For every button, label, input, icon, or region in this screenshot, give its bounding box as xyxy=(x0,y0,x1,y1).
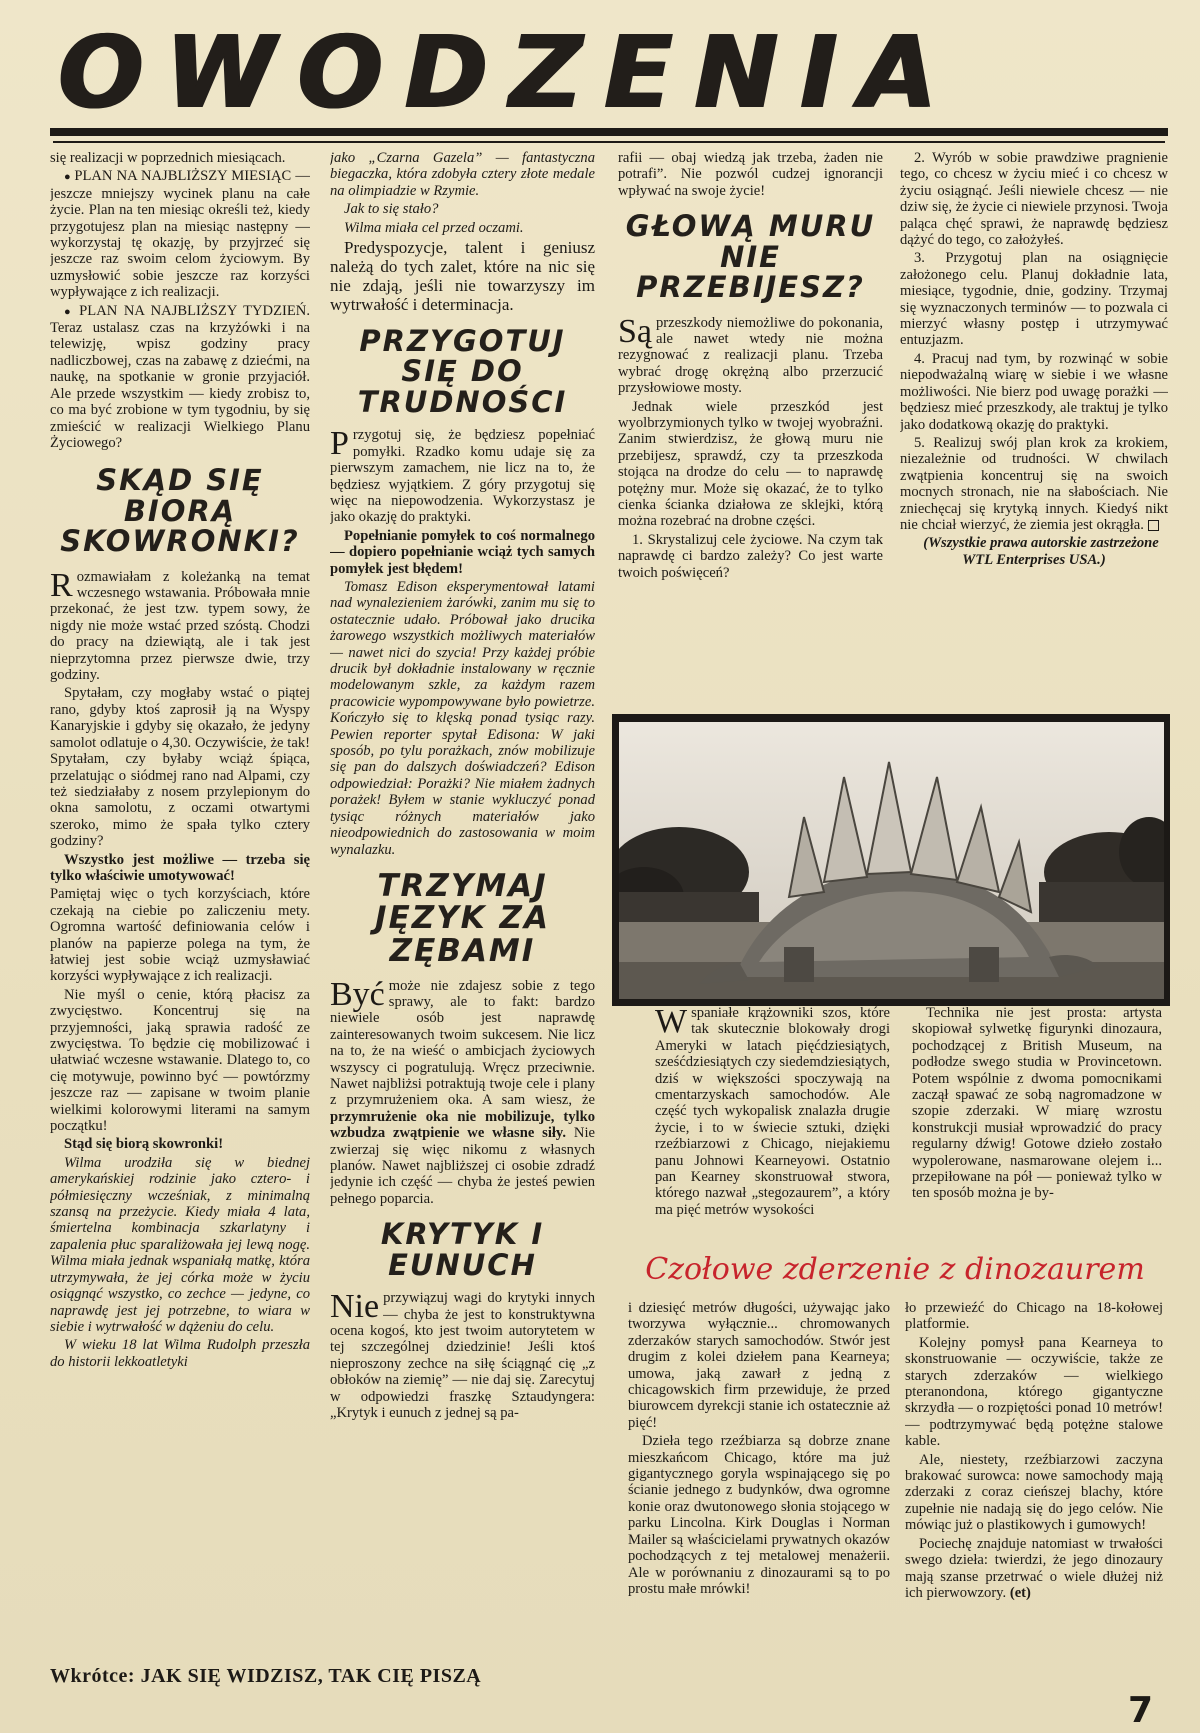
footer-teaser: Wkrótce: JAK SIĘ WIDZISZ, TAK CIĘ PISZĄ xyxy=(50,1665,482,1687)
masthead-title: OWODZENIA xyxy=(58,28,959,118)
article-paragraph xyxy=(905,1536,1163,1602)
drop-cap: Być xyxy=(330,975,385,1013)
drop-cap: P xyxy=(330,425,349,463)
paragraph-text: Pociechę znajduje natomiast w trwałości swego dzieła: twierdzi, że jego dinozaury mają szanse przetrwać o wiele dłużej niż ich pierwowzory. xyxy=(905,1535,1163,1601)
paragraph-text: ozmawiałam z koleżanką na temat wczesnego wstawania. Próbowała mnie przekonać, że jest tzw. typem sowy, że nigdy nie może wstać przed szóstą. Chodzi do pracy na dziewiątą, ale i tak jest nieprzytomna przez pierwsze dwie, trzy godziny. xyxy=(50,568,310,684)
col1-paragraph: Pamiętaj więc o tych korzyściach, które czekają na ciebie po zaliczeniu mety. Ogromna wartość definiowania celów i planów na papierze polega na tym, że łatwiej jest sobie wciąż uzmysławiać korzyści wypływające z ich realizacji. xyxy=(50,886,310,985)
page-number: 7 xyxy=(1128,1690,1154,1731)
column-3 xyxy=(618,150,883,710)
col4-paragraph xyxy=(900,435,1168,533)
paragraph-text: przywiązuj wagi do krytyki innych — chyba że jest to konstruktywna ocena kogoś, kto jest twoim autorytetem w tej szczególnej dziedzinie! Jeśli ktoś nieproszony zechce na siłę ściągnąć cię „z obłoków na ziemię” — nie daj się. Zarecytuj w odpowiedzi fraszkę Sztaudyngera: „Krytyk i eunuch z jednej są pa- xyxy=(330,1290,595,1421)
section-heading: PRZYGOTUJ SIĘ DO TRUDNOŚCI xyxy=(357,324,568,419)
article-paragraph: Dzieła tego rzeźbiarza są dobrze znane mieszkańcom Chicago, które ma już gigantycznego goryla wspinającego się po ścianie jednego z budynków, dwa ogromne konie oraz dwutonowego słonia stojącego w parku Lincolna. Kirk Douglas i Norman Mailer są właścicielami prywatnych okazów pochodzących z tej metalowej menażerii. Ale w porównaniu z dinozaurami są to po prostu małe mrówki! xyxy=(628,1433,890,1597)
drop-cap: Są xyxy=(618,312,652,350)
col4-paragraph: 2. Wyrób w sobie prawdziwe pragnienie tego, co chcesz w życiu mieć i co chcesz w życiu osiągnąć. Jeśli niewiele chcesz — nie dziw się, że życie ci niewiele przynosi. Twoja paląca chęć sprawi, że naprawdę będziesz dążyć do tego, co założyłeś. xyxy=(900,150,1168,249)
section-heading: GŁOWĄ MURU NIE PRZEBIJESZ? xyxy=(625,209,876,305)
col2-italic-paragraph: jako „Czarna Gazela” — fantastyczna biegaczka, która zdobyła cztery złote medale na olimpiadzie w Rzymie. xyxy=(330,150,595,199)
col4-paragraph: 3. Przygotuj plan na osiągnięcie założonego celu. Planuj dokładnie lata, miesiące, tygodnie, dnie, godziny. Trzymaj się wyznaczonych terminów — to pozwala ci mierzyć własny postęp i utrzymywać entuzjazm. xyxy=(900,250,1168,349)
bold-phrase: przymrużenie oka nie mobilizuje, tylko wzbudza zwątpienie we własne siły. xyxy=(330,1108,595,1142)
bottom-article-middle xyxy=(628,1300,890,1660)
article-title: Czołowe zderzenie z dinozaurem xyxy=(645,1252,1145,1287)
paragraph-text: 5. Realizuj swój plan krok za krokiem, niezależnie od trudności. W chwilach zwątpienia koncentruj się na swoich mocnych stronach, nie na słabościach. Nie zniechęcaj się krytyką innych. Kiedyś nikt nie chciał wierzyć, że ziemia jest okrągła. xyxy=(900,434,1168,533)
col1-italic-paragraph: Wilma urodziła się w biednej amerykańskiej rodzinie jako czterо- i półmiesięczny wcześniak, z minimalną szansą na przeżycie. Kiedy miała 4 lata, śmiertelna kombinacja szkarlatyny i zapalenia płuc sparaliżowała jej lewą nogę. Wilma miała jednak wspaniałą matkę, która utrzymywała, że jej córka może w życiu osiągnąć wszystko, co zechce — jedyne, co naprawdę jest jej potrzebne, to wiara w siebie i wytrwałość w dążeniu do celu. xyxy=(50,1154,310,1335)
article-paragraph: i dziesięć metrów długości, używając jako tworzywa wyłącznie... chromowanych zderzaków starych samochodów. Stwór jest drugim z kolei dziełem pana Kearneya; umowa, jaką zawarł z jedną z chicagowskich firm przewiduje, że przed biurowcem dyrekcji stanie ich ostatecznie aż pięć! xyxy=(628,1300,890,1431)
col1-italic-paragraph: W wieku 18 lat Wilma Rudolph przeszła do historii lekkoatletyki xyxy=(50,1337,310,1370)
col1-paragraph: ● PLAN NA NAJBLIŻSZY TYDZIEŃ. Teraz ustalasz czas na krzyżówki i na telewizję, wpisz godziny pracy nadliczbowej, czas na zabawę z dziećmi, na naukę, na spotkanie w gronie przyjaciół. Ale przede wszystkim — kiedy zrobisz to, co ma być zrobione w tym tygodniu, by się zmieścić w realizacji Wielkiego Planu Życiowego? xyxy=(50,303,310,452)
col2-italic-paragraph: Tomasz Edison eksperymentował latami nad wynalezieniem żarówki, zanim mu się to ostatecznie udało. Próbował jako drucika żarowego wszystkich możliwych materiałów — nawet nici do szycia! Przy każdej próbie drucik był dokładnie instalowany w ręcznie modelowanym szkle, za każdym razem pracowicie wypompowywane było powietrze. Kończyło się to klęską ponad tysiąc razy. Pewien reporter spytał Edisona: W jaki sposób, po tylu porażkach, znów mobilizuje się pan do dalszych doświadczeń? Edison odpowiedział: Porażki? Nie miałem żadnych porażek! Byłem w stanie wykluczyć ponad tysiąc różnych materiałów jako nieodpowiednich do zastosowania w moim wynalazku. xyxy=(330,579,595,858)
paragraph-text: może nie zdajesz sobie z tego sprawy, ale to fakt: bardzo niewiele osób jest naprawdę zainteresowanych twoim sukcesem. Nie licz na to, że na wieść o ambicjach życiowych wszyscy ci pogratulują. Wręcz przeciwnie. Nawet najbliżsi potraktują twoje cele i plany z przymrużeniem oka. A sam wiesz, że xyxy=(330,977,595,1109)
paragraph-text: Nie zwierzaj się więc nikomu z własnych planów. Nawet najbliższej ci osobie zdradź jedynie ich część — chyba że jesteś pewien pełnego poparcia. xyxy=(330,1125,595,1207)
article-paragraph: Kolejny pomysł pana Kearneya to skonstruowanie — oczywiście, także ze starych zderzaków — wielkiego pteranondona, którego gigantyczne skrzydła — o rozpiętości ponad 10 metrów! — podtrzymywać będą potężne stalowe kable. xyxy=(905,1334,1163,1450)
paragraph-text: przeszkody niemożliwe do pokonania, ale nawet wtedy nie można rezygnować z realizacji planu. Trzeba wybrać drogę okrężną albo przerzucić przysłowiowe mosty. xyxy=(618,314,883,397)
bottom-article-right xyxy=(905,1300,1163,1660)
column-1 xyxy=(50,150,310,1660)
dinosaur-sculpture-photo xyxy=(619,722,1164,999)
article-paragraph: Technika nie jest prosta: artysta skopiował sylwetkę figurynki dinozaura, pochodzącej z British Museum, na podłodze swego studia w Provincetown. Potem wspólnie z dwoma pomocnikami zaczął spawać ze sobą nagromadzone w szopie zderzaki. W miarę wzrostu konstrukcji musiał wprowadzić do pracy regularny dźwig! Gotowe dzieło zostało wypolerowane, nasmarowane olejem i... przepiłowane na pół — ponieważ tylko w ten sposób można je by- xyxy=(912,1005,1162,1202)
column-2 xyxy=(330,150,595,1660)
col2-paragraph xyxy=(330,975,595,1208)
col2-bold-callout: Popełnianie pomyłek to coś normalnego — dopiero popełnianie wciąż tych samych pomyłek jest błędem! xyxy=(330,527,595,577)
col1-paragraph xyxy=(50,566,310,684)
col1-bold-callout: Stąd się biorą skowronki! xyxy=(64,1136,224,1153)
section-heading: TRZYMAJ JĘZYK ZA ZĘBAMI xyxy=(375,867,550,969)
author-signature: (et) xyxy=(1009,1584,1031,1601)
section-heading: KRYTYK I EUNUCH xyxy=(380,1217,545,1282)
col2-paragraph xyxy=(330,427,595,525)
col3-paragraph: rafii — obaj wiedzą jak trzeba, żaden nie potrafi”. Nie pozwól cudzej ignorancji wpływać na swoje życie! xyxy=(618,150,883,199)
column-4 xyxy=(900,150,1168,710)
photo-illustration xyxy=(619,722,1164,999)
col3-paragraph xyxy=(618,312,883,397)
col1-paragraph: Nie myśl o cenie, którą płacisz za zwycięstwo. Koncentruj się na przyjemności, jaką sprawia radość ze zwycięstwa. To będzie cię mobilizować i ułatwiać wczesne wstawanie. Dlatego to, co cię motywuje, powinno być — powtórzmy jeszcze raz — zapisane w twoim planie wielkimi kolorowymi literami na samym początku! xyxy=(50,986,310,1135)
col1-paragraph: ● PLAN NA NAJBLIŻSZY MIESIĄC — jeszcze mniejszy wycinek planu na całe życie. Plan na ten miesiąc określi też, kiedy przygotujesz plan na miesiąc następny — wykorzystaj tę okazję, by przyjrzeć się jeszcze raz swoim celom życiowym. By uzmysłowić sobie jeszcze raz korzyści wypływające z ich realizacji. xyxy=(50,168,310,300)
col3-paragraph: Jednak wiele przeszkód jest wyolbrzymionych tylko w twojej wyobraźni. Zanim stwierdzisz, że głową muru nie przebijesz, sprawdź, czy ta przeszkoda stojąca na drodze do celu — to naprawdę potężny mur. Może się okazać, że to tylko cienka ścianka działowa ze sklejki, którą można rozebrać na drobne części. xyxy=(618,398,883,530)
drop-cap: W xyxy=(655,1005,688,1040)
paragraph-text: rzygotuj się, że będziesz popełniać pomyłki. Rzadko komu udaje się za pierwszym zamachem, nie licz na to, że będziesz wyjątkiem. Z góry przygotuj się więc na niepowodzenia. Wykorzystasz je jako okazję do praktyki. xyxy=(330,427,595,526)
col1-bold-callout: Wszystko jest możliwe — trzeba się tylko właściwie umotywować! xyxy=(50,851,310,884)
lower-article-right xyxy=(912,1005,1162,1245)
col2-italic-paragraph: Jak to się stało? xyxy=(344,201,439,218)
col1-paragraph: Spytałam, czy mogłaby wstać o piątej rano, gdyby ktoś zaprosił ją na Wyspy Kanaryjskie i gdyby się okazało, że jedyny samolot odlatuje o 4,30. Oczywiście, że tak! Spytałam, czy byłaby wciąż śpiąca, przelatując o siódmej rano nad Alpami, czy też siedziałaby z nosem przylepionym do okna samolotu, z oczami otwartymi szeroko, mimo że spała tylko cztery godziny? xyxy=(50,685,310,850)
copyright-credit: (Wszystkie prawa autorskie zastrzeżone WTL Enterprises USA.) xyxy=(923,535,1159,568)
end-mark-icon xyxy=(1148,520,1159,531)
col2-paragraph: Predyspozycje, talent i geniusz należą do tych zalet, które na nic się nie zdają, jeśli nie towarzyszy im wytrwałość i determinacja. xyxy=(330,238,595,315)
article-paragraph: Ale, niestety, rzeźbiarzowi zaczyna brakować surowca: nowe samochody mają zderzaki z coraz cieńszej blachy, które zupełnie nie nadają się do jego celów. Nie mówiąc już o plastikowych i gumowych! xyxy=(905,1451,1163,1534)
col1-paragraph: się realizacji w poprzednich miesiącach. xyxy=(50,150,286,166)
paragraph-text: spaniałe krążowniki szos, które tak skutecznie blokowały drogi Ameryki w latach pięćdziesiątych, sześćdziesiątych czy siedemdziesiątych, dziś w większości spoczywają na cmentarzyskach samochodów. Ale część tych wykopalisk znalazła drugie życie, i to w świecie sztuki, dzięki rzeźbiarzowi z Chicago, niejakiemu panu Johnowi Kearneyowi. Ostatnio pan Kearney skonstruował stwora, któregо nazwał „stegozaurem”, a który ma pięć metrów wysokości xyxy=(655,1005,890,1218)
lower-article-left xyxy=(655,1005,890,1245)
article-paragraph xyxy=(655,1005,890,1218)
section-heading: SKĄD SIĘ BIORĄ SKOWRONKI? xyxy=(60,463,300,559)
drop-cap: R xyxy=(50,566,73,604)
masthead-rule xyxy=(50,128,1168,136)
article-paragraph: ło przewieźć do Chicago na 18-kołowej platformie. xyxy=(905,1300,1163,1333)
col4-paragraph: 4. Pracuj nad tym, by rozwinąć w sobie niepodważalną wiarę w siebie i we własne możliwości. Nie bierz pod uwagę porażki — będziesz mieć przeszkody, ale traktuj je tylko jako dodatkową okazję do praktyki. xyxy=(900,350,1168,433)
col2-italic-paragraph: Wilma miała cel przed oczami. xyxy=(344,219,524,236)
col2-paragraph xyxy=(330,1290,595,1421)
drop-cap: Nie xyxy=(330,1288,380,1326)
col3-paragraph: 1. Skrystalizuj cele życiowe. Na czym tak naprawdę ci bardzo zależy? Co jest warte twoich poświęceń? xyxy=(618,531,883,581)
